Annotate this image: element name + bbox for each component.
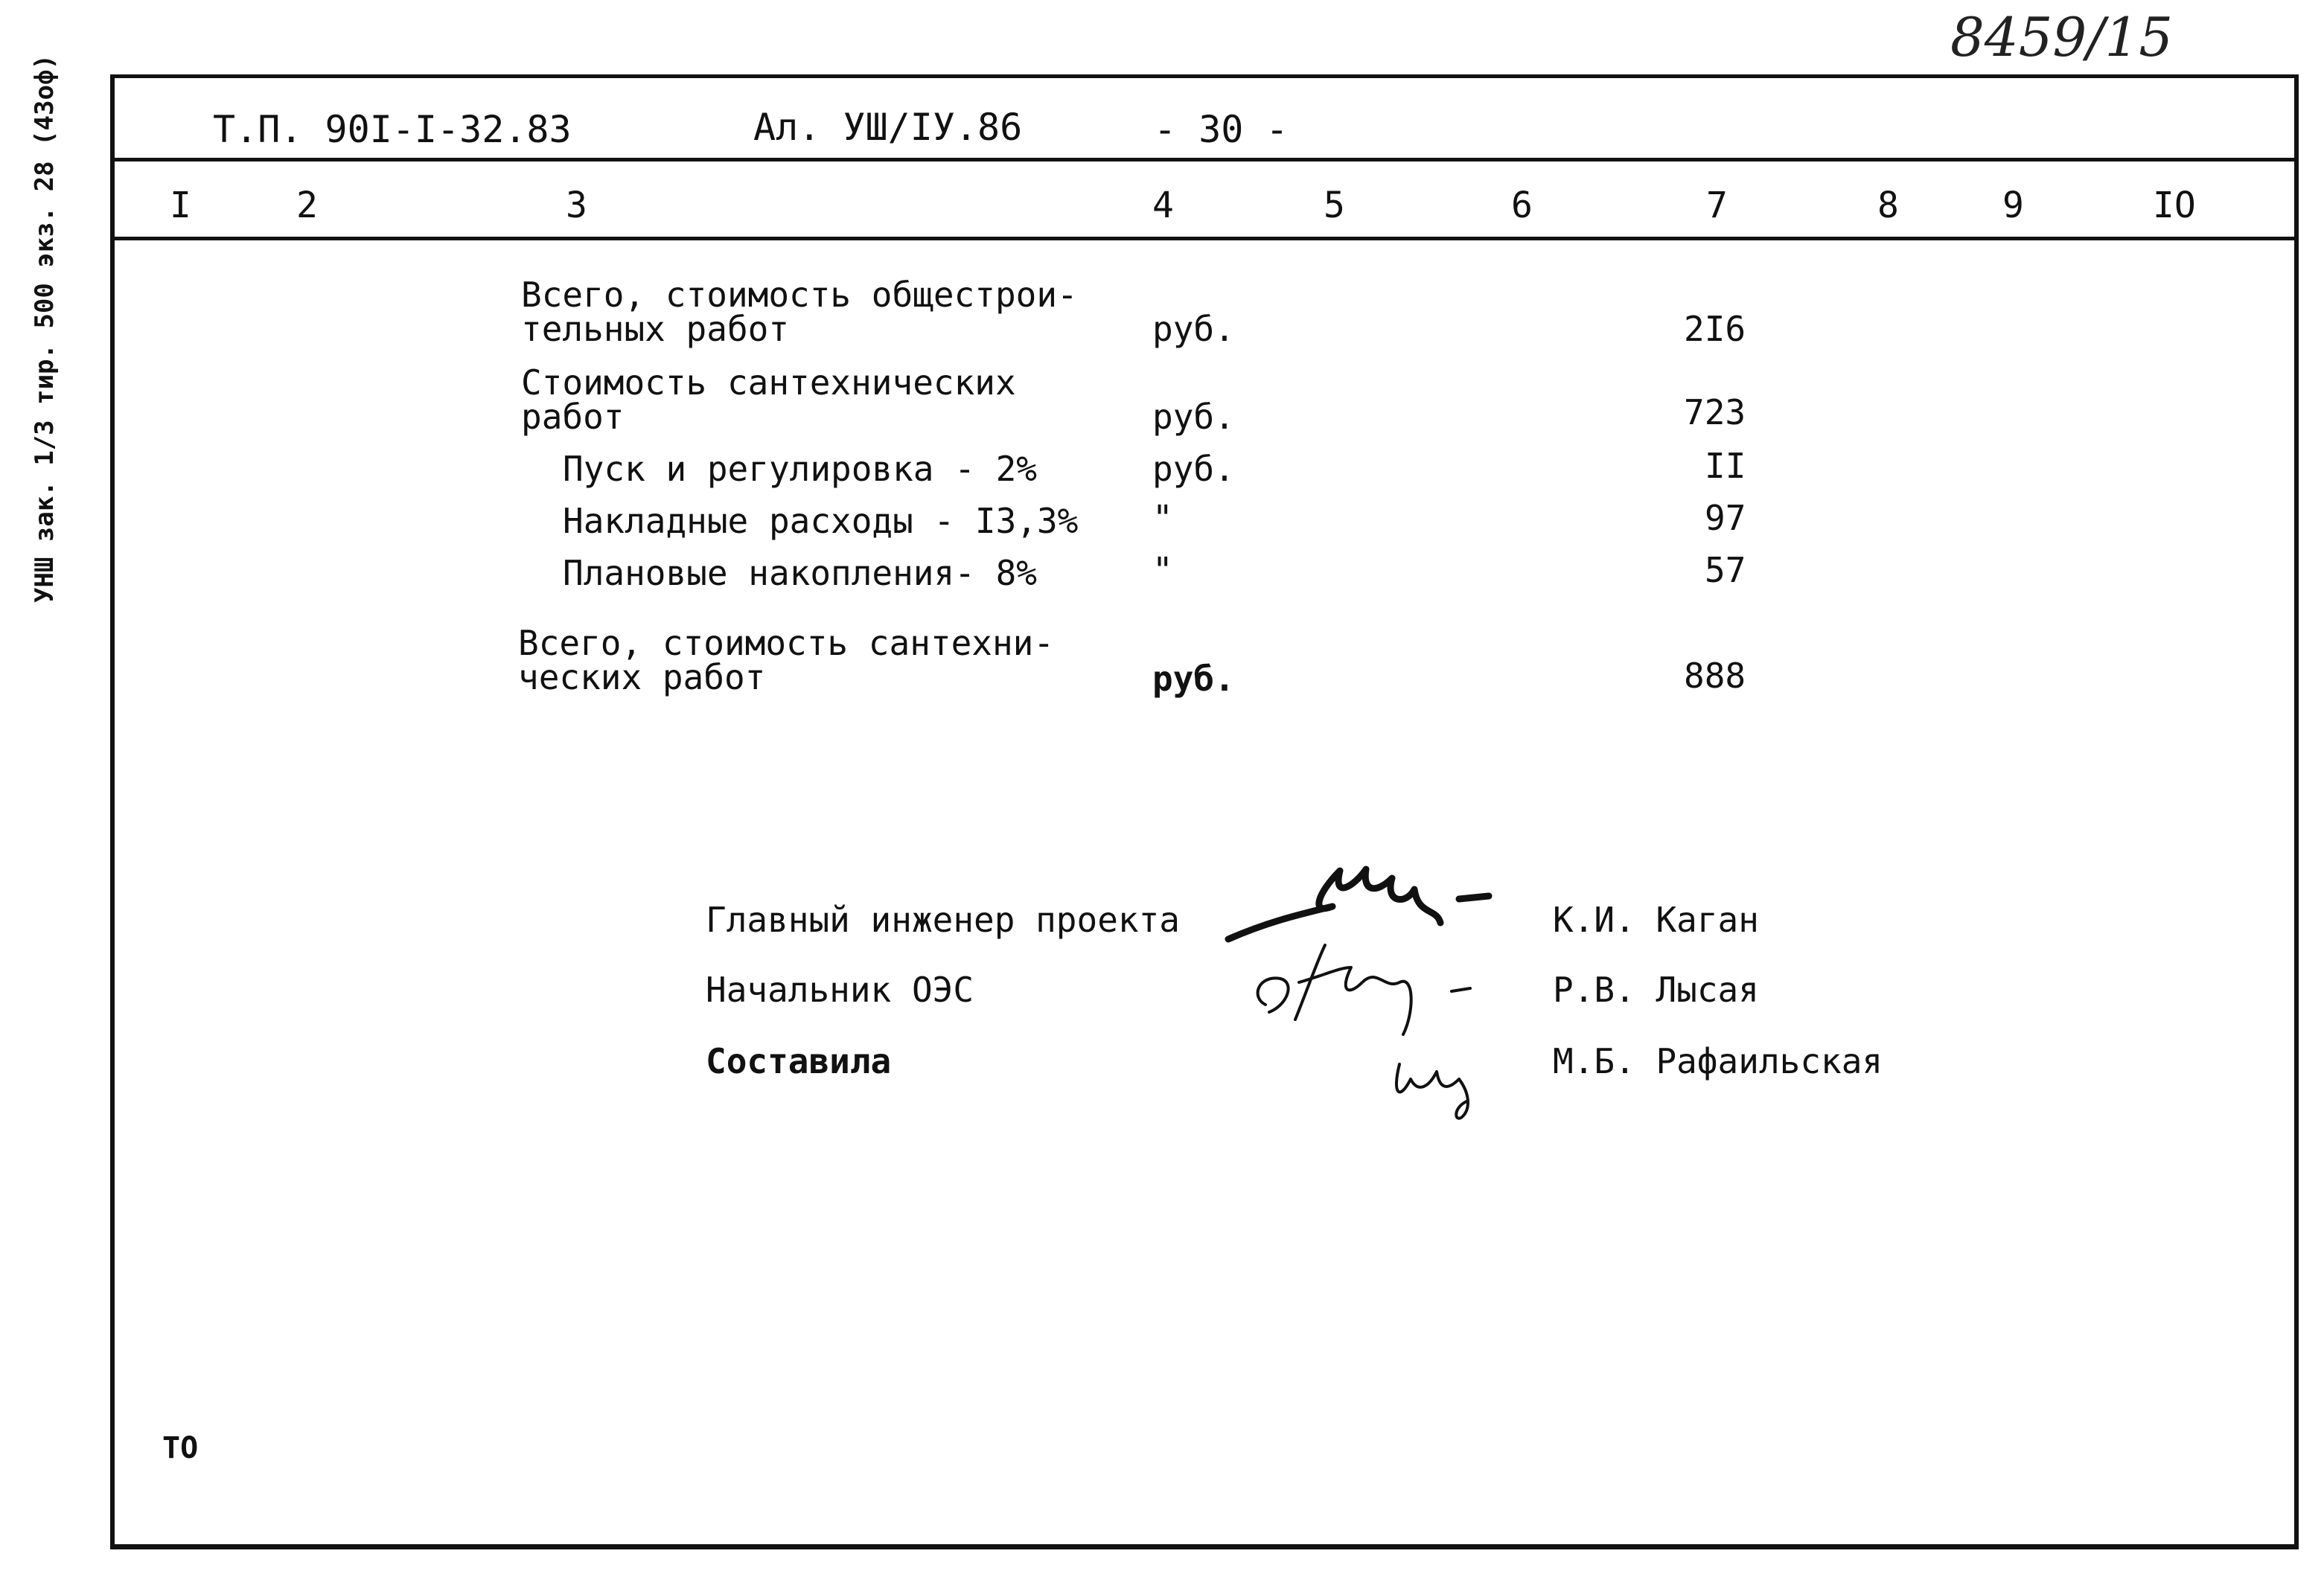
row-name-line: работ — [521, 397, 625, 437]
column-number: 8 — [1877, 185, 1899, 226]
row-name-line: Стоимость сантехнических — [521, 362, 1016, 403]
column-number: 3 — [566, 185, 587, 226]
row-name-line: Плановые накопления- 8% — [563, 553, 1037, 593]
page-number: - 30 - — [1154, 108, 1289, 151]
row-name-line: тельных работ — [521, 309, 790, 349]
signature-name: М.Б. Рафаильская — [1553, 1041, 1883, 1081]
row-unit: " — [1152, 498, 1173, 538]
row-value: 57 — [1705, 550, 1746, 590]
column-number: 9 — [2002, 185, 2024, 226]
row-unit: руб. — [1152, 449, 1235, 489]
row-unit: руб. — [1152, 309, 1235, 349]
row-name-line: Пуск и регулировка - 2% — [563, 449, 1037, 489]
row-name-line: Всего, стоимость общестрои- — [521, 275, 1078, 315]
column-number: 5 — [1324, 185, 1345, 226]
row-unit: руб. — [1152, 397, 1235, 437]
row-unit: " — [1152, 550, 1173, 590]
margin-stamp: УНШ зак. 1/3 тир. 500 экз. 28 (43оф) — [30, 54, 60, 603]
row-unit: руб. — [1152, 659, 1235, 699]
row-value: 97 — [1705, 498, 1746, 538]
row-name-line: ческих работ — [518, 657, 766, 697]
row-value: II — [1705, 446, 1746, 486]
archive-number: 8459/15 — [1950, 6, 2174, 68]
signature-role: Начальник ОЭС — [706, 970, 974, 1010]
column-number: 4 — [1152, 185, 1174, 226]
column-number: 2 — [296, 185, 318, 226]
row-value: 723 — [1684, 392, 1746, 432]
project-code: Т.П. 90I-I-32.83 — [213, 108, 572, 151]
signature-name: К.И. Каган — [1553, 900, 1759, 940]
footer-mark: ТО — [162, 1431, 199, 1465]
signature-role: Главный инженер проекта — [706, 900, 1180, 940]
row-value: 888 — [1684, 656, 1746, 696]
row-value: 2I6 — [1684, 309, 1746, 349]
column-number: 6 — [1511, 185, 1533, 226]
column-number: 7 — [1706, 185, 1728, 226]
row-name-line: Всего, стоимость сантехни- — [518, 623, 1055, 663]
column-number: IO — [2153, 185, 2196, 226]
column-number: I — [170, 185, 191, 226]
row-name-line: Накладные расходы - I3,3% — [563, 501, 1079, 541]
album-code: Ал. УШ/IУ.86 — [753, 106, 1023, 149]
signature-name: Р.В. Лысая — [1553, 970, 1759, 1010]
signature-role: Составила — [706, 1041, 892, 1081]
